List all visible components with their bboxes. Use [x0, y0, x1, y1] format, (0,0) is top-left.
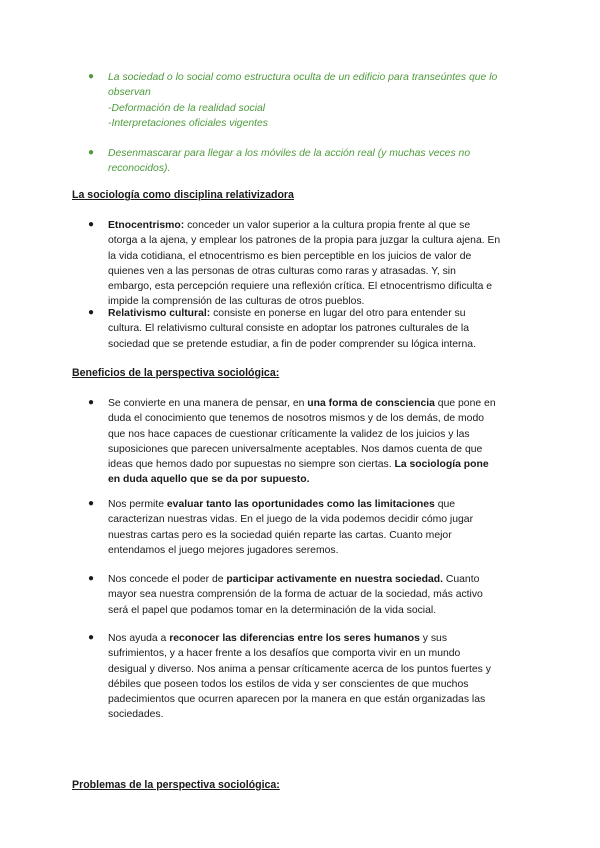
bullet-icon: ●	[88, 147, 95, 158]
bullet-icon: ●	[88, 71, 95, 82]
bullet-icon: ●	[88, 397, 95, 408]
green-note-2: Desenmascarar para llegar a los móviles de la acción real (y muchas veces no reconocidos).	[108, 148, 471, 175]
bullet-icon: ●	[88, 632, 95, 643]
bullet-icon: ●	[88, 307, 95, 318]
list-item-beneficio-4: Nos ayuda a reconocer las diferencias entre los seres humanos y sus sufrimientos, y a hacer frente a los desafíos que comporta vivir en un mundo desigual y diverso. Nos anima a pensar críticamente acerca de los puntos fuertes y débiles que poseen todos los estilos de vida y ser conscientes de que muchos padecimientos que ocurren aparecen por la manera en que están organizadas las sociedades.	[108, 633, 491, 721]
bullet-icon: ●	[88, 573, 95, 584]
list-item-beneficio-3: Nos concede el poder de participar activamente en nuestra sociedad. Cuanto mayor sea nuestra comprensión de la forma de actuar de la sociedad, más activo será el papel que podamos tomar en la determinación de la vida social.	[108, 574, 483, 616]
bullet-icon: ●	[88, 219, 95, 230]
section-heading-problemas: Problemas de la perspectiva sociológica:	[72, 779, 280, 791]
section-heading-relativizadora: La sociología como disciplina relativizadora	[72, 189, 294, 201]
list-item-etnocentrismo: Etnocentrismo: conceder un valor superior a la cultura propia frente al que se otorga a la ajena, y emplear los patrones de la propia para juzgar la cultura ajena. En la vida cotidiana, el etnocentrismo es bien perceptible en los juicios de valor de quienes ven a las personas de otras culturas como raras y atrasadas. Y, sin embargo, esta percepción requiere una reflexión crítica. El etnocentrismo dificulta e impide la comprensión de las culturas de otros pueblos.	[108, 220, 501, 308]
list-item-relativismo: Relativismo cultural: consiste en ponerse en lugar del otro para entender su cultura. El relativismo cultural consiste en adoptar los patrones culturales de la sociedad que se pretende estudiar, a fin de poder comprender su lógica interna.	[108, 308, 476, 350]
list-item-beneficio-1: Se convierte en una manera de pensar, en una forma de consciencia que pone en duda el conocimiento que tenemos de nosotros mismos y de los demás, de modo que nos hace capaces de cuestionar críticamente la validez de los juicios y las suposiciones que parecen universalmente aceptables. Nos damos cuenta de que ideas que hemos dado por supuestas no siempre son ciertas. La sociología pone en duda aquello que se da por supuesto.	[108, 398, 496, 486]
section-heading-beneficios: Beneficios de la perspectiva sociológica:	[72, 367, 280, 379]
bullet-icon: ●	[88, 498, 95, 509]
green-note-1: La sociedad o lo social como estructura oculta de un edificio para transeúntes que lo observan -Deformación de la realidad social -Interpretaciones oficiales vigentes	[108, 72, 498, 129]
list-item-beneficio-2: Nos permite evaluar tanto las oportunidades como las limitaciones que caracterizan nuestras vidas. En el juego de la vida podemos decidir cómo jugar nuestras cartas pero es la sociedad quién reparte las cartas. Cuanto mejor entendamos el juego mejores jugadores seremos.	[108, 499, 474, 556]
